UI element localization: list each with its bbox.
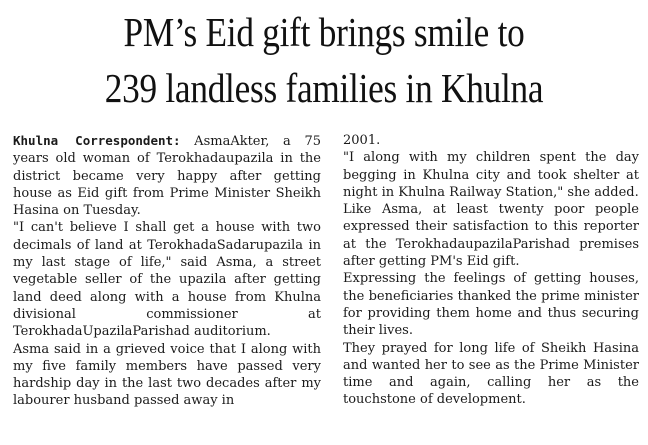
article-paragraph: "I along with my children spent the day begging in Khulna city and took shelter at night in Khulna Railway Station," she added. — [343, 150, 639, 200]
article-paragraph: They prayed for long life of Sheikh Hasina and wanted her to see as the Prime Minister time and again, calling her as the touchstone of development. — [343, 340, 639, 408]
article-column-right — [343, 132, 639, 409]
article-column-left — [13, 132, 321, 410]
article-paragraph — [13, 132, 321, 219]
article-paragraph: Asma said in a grieved voice that I along with my five family members have passed very hardship day in the last two decades after my labourer husband passed away in — [13, 341, 321, 409]
headline-line-2: 239 landless families in Khulna — [104, 65, 544, 111]
article-paragraph: 2001. — [343, 133, 381, 148]
paragraph-text: AsmaAkter, a 75 years old woman of Terokhadaupazila in the district became very happy after getting house as Eid gift from Prime Minister Sheikh Hasina on Tuesday. — [13, 134, 321, 219]
byline: Khulna Correspondent: — [13, 133, 181, 148]
article-headline — [45, 0, 602, 116]
article-paragraph: Like Asma, at least twenty poor people expressed their satisfaction to this reporter at the TerokhadaupazilaParishad premises after getting PM's Eid gift. — [343, 202, 639, 270]
article-paragraph: Expressing the feelings of getting houses, the beneficiaries thanked the prime minister for providing them home and thus securing their lives. — [343, 271, 639, 339]
article-paragraph: "I can't believe I shall get a house with two decimals of land at TerokhadaSadarupazila in my last stage of life," said Asma, a street vegetable seller of the upazila after getting land deed along with a house from Khulna divisional commissioner at TerokhadaUpazilaParishad auditorium. — [13, 220, 321, 340]
headline-line-1: PM’s Eid gift brings smile to — [123, 9, 525, 55]
